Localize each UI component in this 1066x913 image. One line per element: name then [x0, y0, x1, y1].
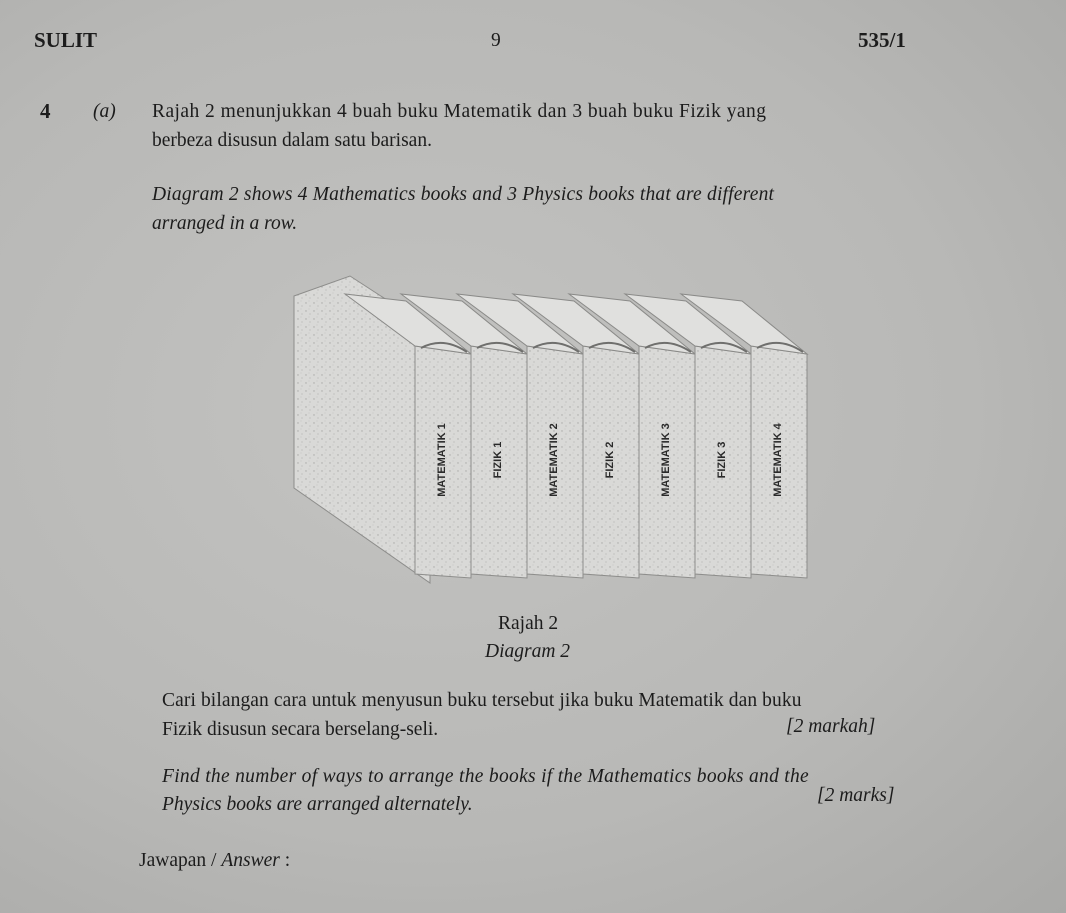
- marks-english: [2 marks]: [817, 785, 895, 806]
- question-number: 4: [40, 99, 51, 123]
- page-number: 9: [491, 30, 501, 51]
- header-right: 535/1: [858, 28, 906, 52]
- books-diagram: [280, 268, 784, 588]
- stem-english-line2: arranged in a row.: [152, 213, 298, 234]
- stem-english-line1: Diagram 2 shows 4 Mathematics books and 3 Physics books that are different: [152, 184, 775, 205]
- answer-label-english: Answer: [221, 850, 280, 871]
- caption-malay: Rajah 2: [498, 613, 559, 634]
- marks-malay: [2 markah]: [786, 716, 876, 737]
- book-label: MATEMATIK 3: [660, 423, 672, 497]
- stem-malay-line2: berbeza disusun dalam satu barisan.: [152, 130, 432, 151]
- caption-english: Diagram 2: [485, 641, 571, 662]
- task-malay-line1: Cari bilangan cara untuk menyusun buku tersebut jika buku Matematik dan buku: [162, 690, 802, 711]
- question-part: (a): [93, 101, 116, 122]
- book-label: MATEMATIK 2: [548, 423, 560, 497]
- task-english-line2: Physics books are arranged alternately.: [162, 794, 473, 815]
- book-label: MATEMATIK 1: [436, 423, 448, 497]
- stem-malay-line1: Rajah 2 menunjukkan 4 buah buku Matematik dan 3 buah buku Fizik yang: [152, 101, 767, 122]
- answer-colon: :: [279, 850, 291, 871]
- task-malay-line2: Fizik disusun secara berselang-seli.: [162, 719, 439, 740]
- header-left: SULIT: [34, 28, 98, 52]
- book-label: MATEMATIK 4: [772, 423, 784, 497]
- answer-label: [139, 850, 290, 872]
- book-label: FIZIK 2: [604, 441, 616, 479]
- answer-label-malay: Jawapan: [139, 850, 207, 871]
- book-label: FIZIK 3: [716, 441, 728, 479]
- answer-separator: /: [206, 850, 222, 871]
- book-label: FIZIK 1: [492, 441, 504, 479]
- task-english-line1: Find the number of ways to arrange the books if the Mathematics books and the: [162, 766, 810, 787]
